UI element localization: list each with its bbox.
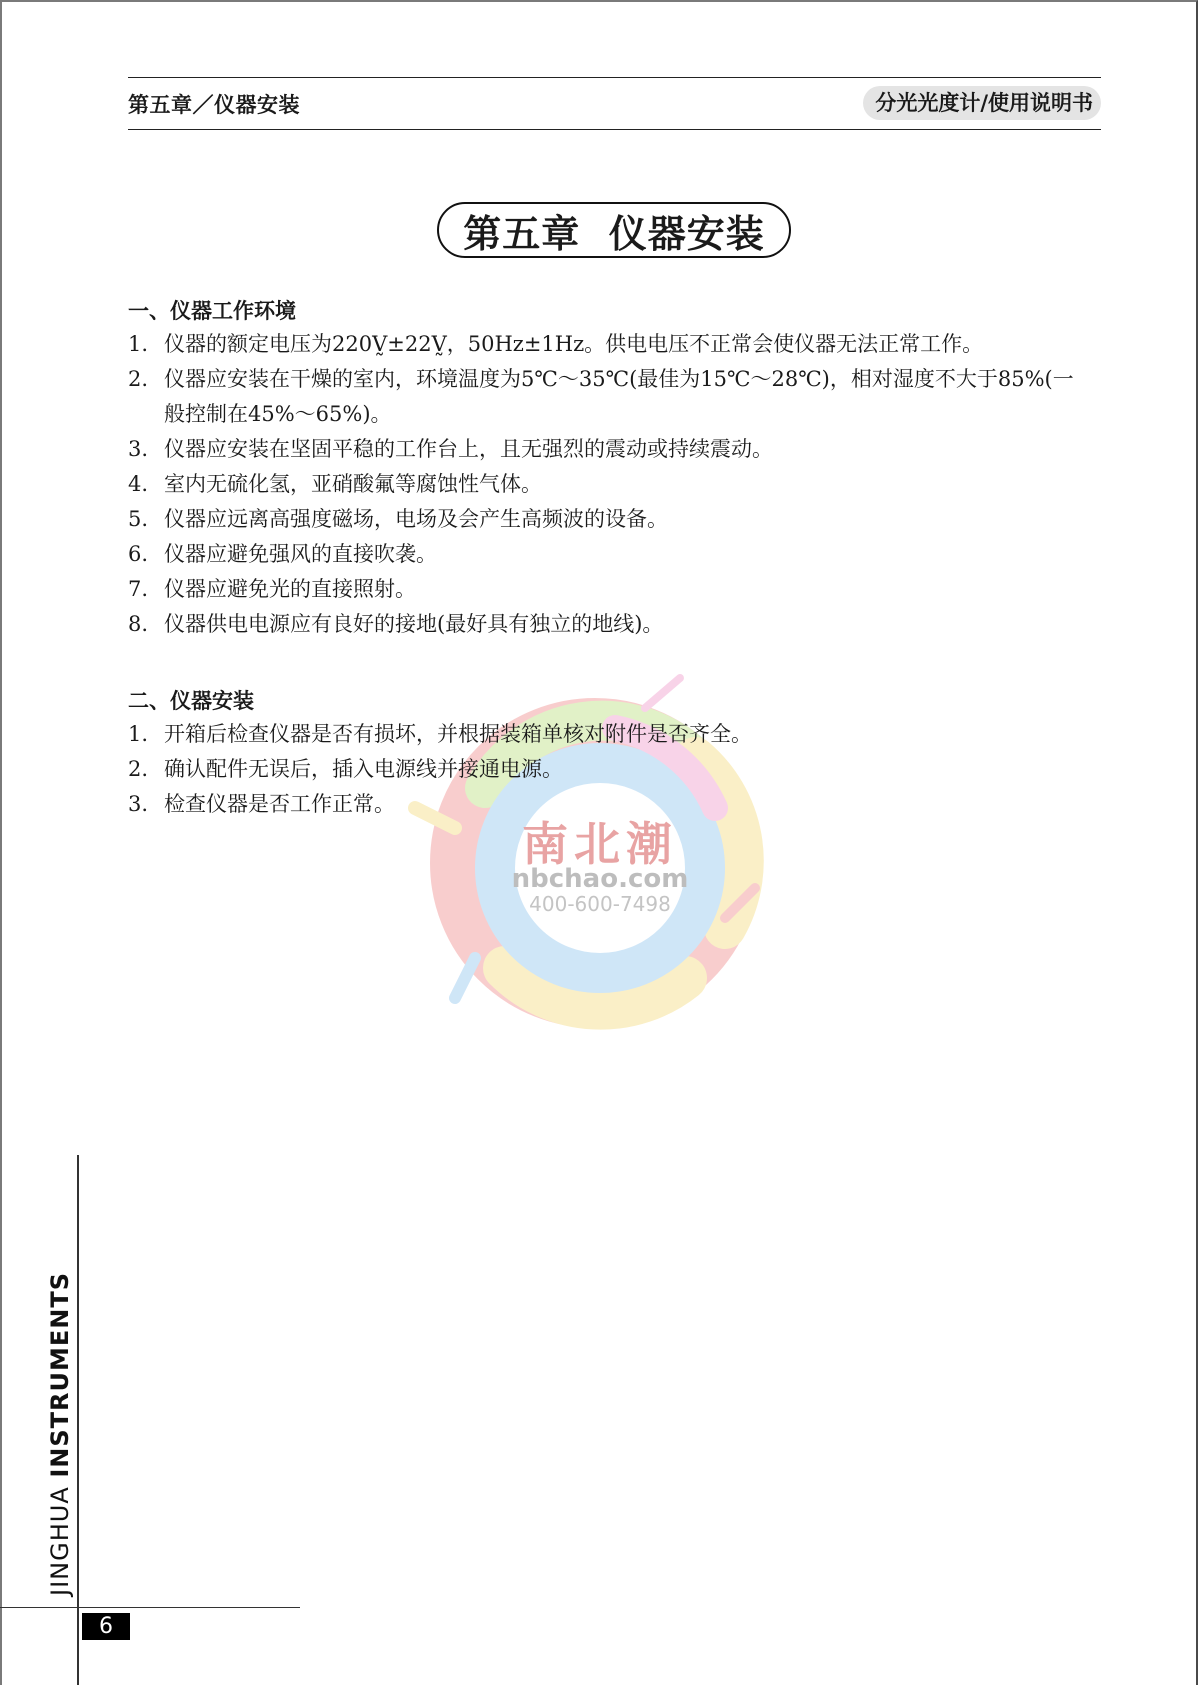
item-number: 7. xyxy=(128,577,149,601)
list-item xyxy=(128,467,1088,502)
watermark-url: nbchao.com xyxy=(511,864,689,894)
footer-rule xyxy=(0,1607,300,1608)
running-header-chapter: 第五章／仪器安装 xyxy=(128,93,300,117)
installation-steps-list xyxy=(128,717,1088,822)
list-item xyxy=(128,502,1088,537)
item-text: 仪器应远离高强度磁场，电场及会产生高频波的设备。 xyxy=(164,507,668,531)
list-item xyxy=(128,717,1088,752)
section-heading-working-environment: 一、仪器工作环境 xyxy=(128,299,296,323)
environment-requirements-list xyxy=(128,327,1088,642)
list-item xyxy=(128,327,1088,362)
list-item xyxy=(128,607,1088,642)
list-item xyxy=(128,787,1088,822)
watermark-brand-cn: 南北潮 xyxy=(522,817,678,871)
header-bottom-rule xyxy=(128,129,1101,130)
list-item xyxy=(128,572,1088,607)
header-top-rule xyxy=(128,77,1101,78)
item-number: 1. xyxy=(128,722,149,746)
item-text: 确认配件无误后，插入电源线并接通电源。 xyxy=(164,757,563,781)
list-item xyxy=(128,432,1088,467)
brand-jinghua-instruments xyxy=(46,1272,74,1596)
item-text: 室内无硫化氢，亚硝酸氟等腐蚀性气体。 xyxy=(164,472,542,496)
item-text: 开箱后检查仪器是否有损坏，并根据装箱单核对附件是否齐全。 xyxy=(164,722,752,746)
sidebar-vertical-rule xyxy=(77,1155,79,1685)
item-text: 仪器应避免光的直接照射。 xyxy=(164,577,416,601)
item-text: 仪器供电电源应有良好的接地(最好具有独立的地线)。 xyxy=(164,612,664,636)
running-header-manual-badge: 分光光度计/使用说明书 xyxy=(863,86,1101,120)
item-number: 5. xyxy=(128,507,149,531)
chapter-title: 第五章 仪器安装 xyxy=(437,202,791,258)
watermark-phone: 400-600-7498 xyxy=(529,892,671,916)
item-text: 仪器应安装在干燥的室内，环境温度为5℃～35℃(最佳为15℃～28℃)，相对湿度不大于85%(一般控制在45%～65%)。 xyxy=(164,367,1074,426)
item-number: 4. xyxy=(128,472,149,496)
item-text: 仪器应安装在坚固平稳的工作台上，且无强烈的震动或持续震动。 xyxy=(164,437,773,461)
item-number: 2. xyxy=(128,367,149,391)
item-number: 2. xyxy=(128,757,149,781)
brand-name-bold: INSTRUMENTS xyxy=(46,1271,74,1478)
item-text: 仪器应避免强风的直接吹袭。 xyxy=(164,542,437,566)
item-number: 3. xyxy=(128,792,149,816)
item-number: 6. xyxy=(128,542,149,566)
brand-name-light: JINGHUA xyxy=(46,1477,74,1596)
item-text: 仪器的额定电压为220V̰±22V̰，50Hz±1Hz。供电电压不正常会使仪器无法正常工作。 xyxy=(164,332,984,356)
list-item xyxy=(128,752,1088,787)
item-number: 3. xyxy=(128,437,149,461)
section-heading-installation: 二、仪器安装 xyxy=(128,689,254,713)
item-text: 检查仪器是否工作正常。 xyxy=(164,792,395,816)
list-item xyxy=(128,362,1088,432)
item-number: 8. xyxy=(128,612,149,636)
item-number: 1. xyxy=(128,332,149,356)
list-item xyxy=(128,537,1088,572)
page-number: 6 xyxy=(82,1613,130,1640)
